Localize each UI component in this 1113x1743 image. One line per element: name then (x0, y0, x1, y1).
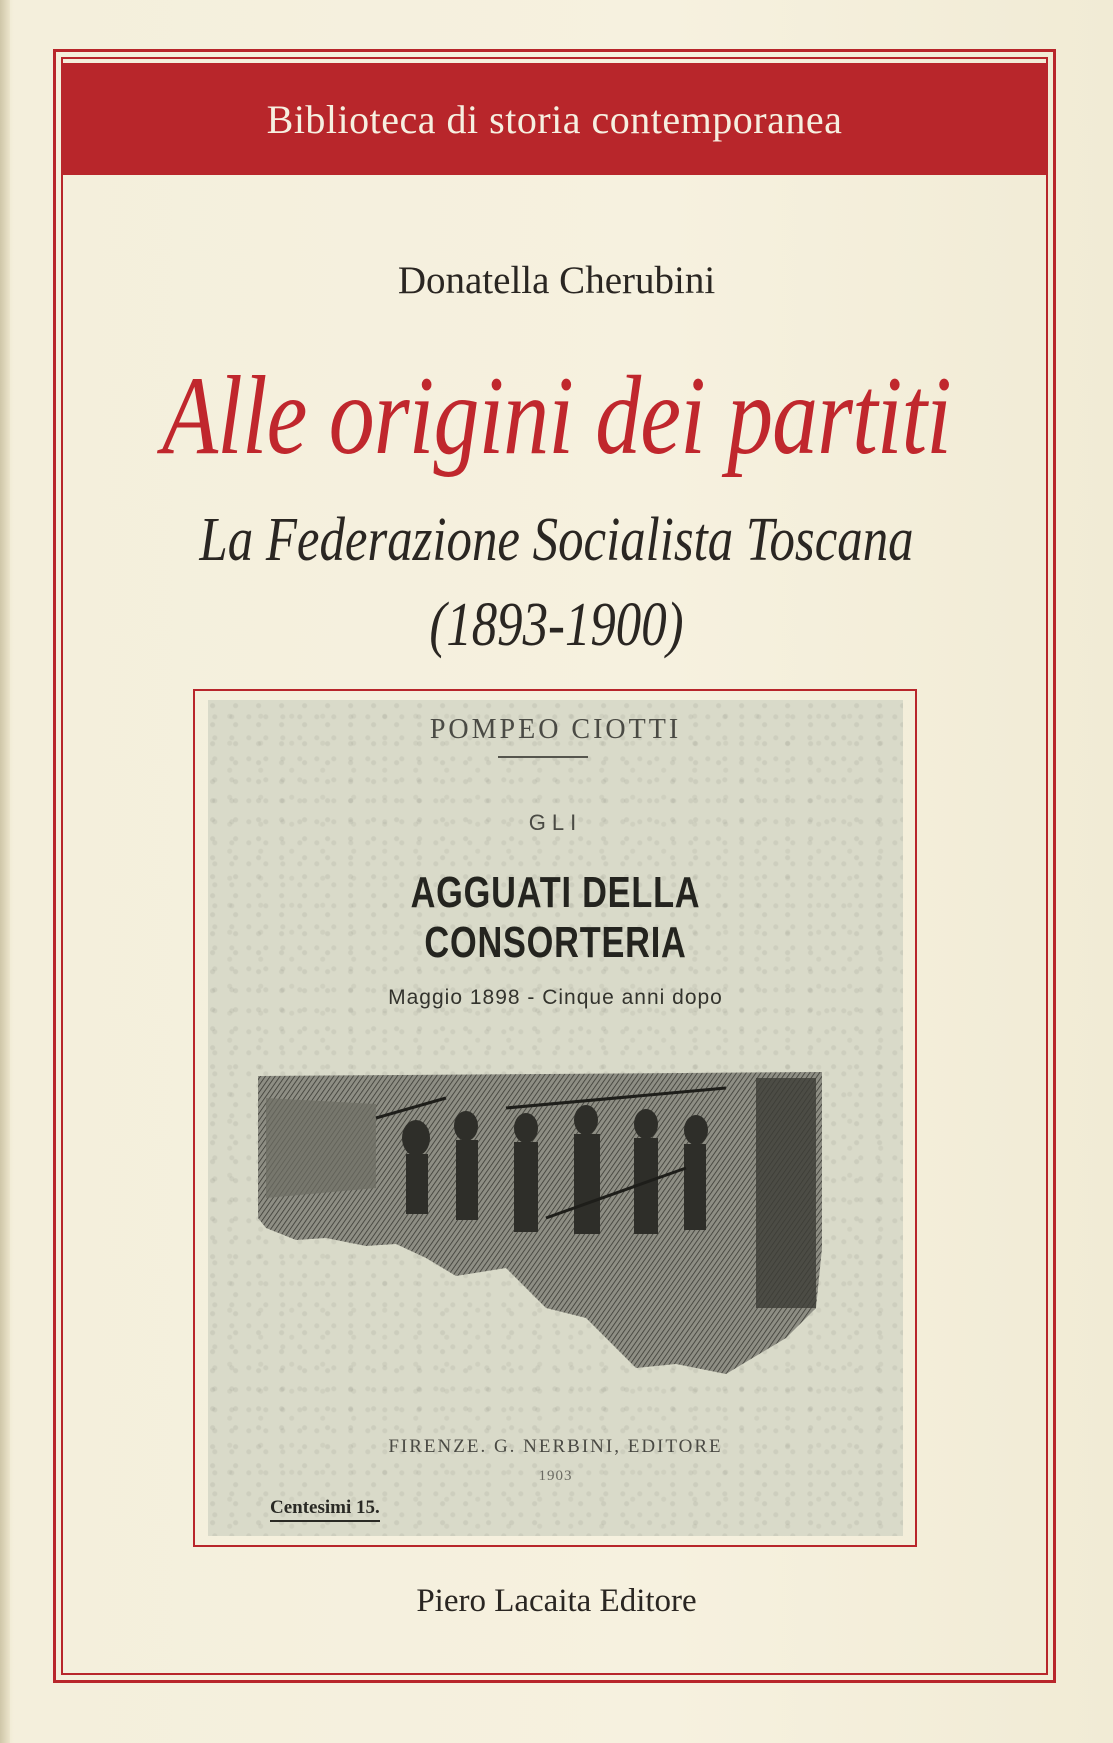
publisher-name: Piero Lacaita Editore (416, 1583, 697, 1619)
book-subtitle: La Federazione Socialista Toscana (199, 506, 914, 574)
pamphlet-rule (498, 756, 588, 758)
book-title: Alle origini dei partiti (162, 354, 951, 478)
pamphlet-year: 1903 (538, 1468, 573, 1484)
book-dates: (1893-1900) (429, 591, 684, 659)
series-title: Biblioteca di storia contemporanea (266, 96, 843, 142)
street-fight-engraving (256, 1068, 824, 1380)
pamphlet-article: GLI (528, 810, 583, 835)
pamphlet-subtitle: Maggio 1898 - Cinque anni dopo (388, 986, 723, 1009)
pamphlet-price: Centesimi 15. (270, 1497, 380, 1522)
series-band (61, 63, 1048, 175)
pamphlet-publisher: FIRENZE. G. NERBINI, EDITORE (388, 1436, 723, 1457)
historical-pamphlet-image (208, 700, 903, 1536)
pamphlet-title: AGGUATI DELLA CONSORTERIA (410, 868, 701, 967)
pamphlet-author: POMPEO CIOTTI (429, 714, 682, 745)
author-name: Donatella Cherubini (397, 259, 716, 302)
